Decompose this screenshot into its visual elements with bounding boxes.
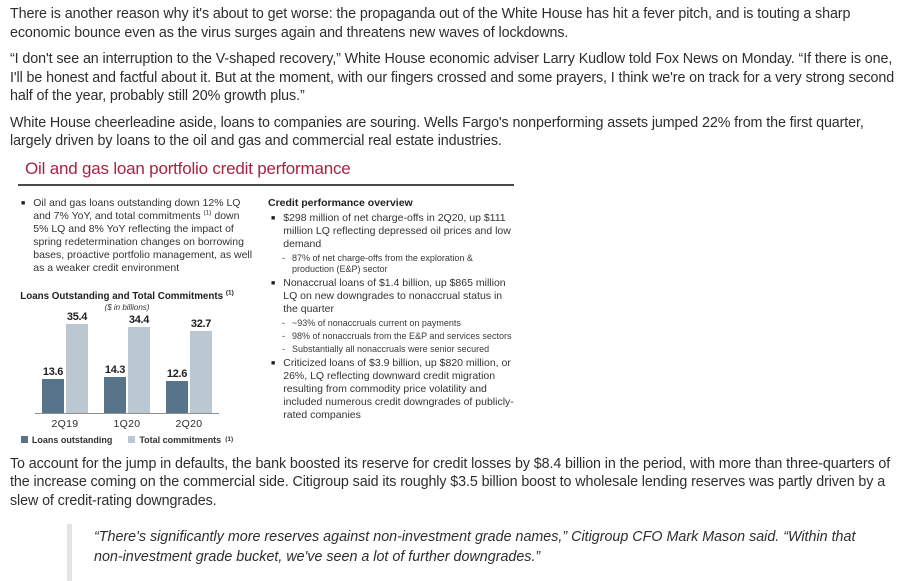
chart-category-axis bbox=[35, 418, 219, 430]
legend-swatch-icon bbox=[128, 436, 135, 443]
bar-value-label: 32.7 bbox=[190, 317, 212, 330]
slide-title-divider bbox=[18, 184, 514, 186]
right-subbullet-2: - ~93% of nonaccruals current on payments bbox=[282, 317, 461, 328]
bar-total-commitments-2Q19 bbox=[66, 324, 88, 413]
article-closing-paragraph: To account for the jump in defaults, the bank boosted its reserve for credit losses by $8.4 billion in the period, with more than three-quarters of the increase coming on the commercial side. Citigroup said its roughly $3.5 billion boost to wholesale lending reserves was partly driven by a slew of credit-rating downgrades. bbox=[10, 455, 891, 509]
article-paragraph-1: There is another reason why it's about to get worse: the propaganda out of the White House has hit a fever pitch, and is touting a sharp economic bounce even as the virus surges again and threatens new waves of lockdowns. bbox=[10, 6, 851, 41]
bar-wrap bbox=[166, 368, 188, 413]
right-subbullet-1: - 87% of net charge-offs from the exploration & production (E&P) sector bbox=[282, 252, 473, 274]
bullet-dash-icon: - bbox=[282, 317, 285, 328]
bar-total-commitments-1Q20 bbox=[128, 327, 150, 413]
right-bullet-3: ■ Criticized loans of $3.9 billion, up $820 million, or 26%, LQ reflecting downward credit migration resulting from commodity price volatility and included numerous credit downgrades of publicly-rated companies bbox=[268, 357, 514, 422]
right-subbullet-3: - 98% of nonaccruals from the E&P and services sectors bbox=[282, 330, 512, 341]
bar-wrap bbox=[190, 318, 212, 413]
legend-item-total-commitments: Total commitments (1) bbox=[128, 435, 233, 445]
category-label-2Q19: 2Q19 bbox=[51, 417, 79, 430]
bar-group-2Q19 bbox=[42, 311, 88, 413]
legend-label: Total commitments bbox=[139, 434, 222, 445]
slide-left-bullet-text: Oil and gas loans outstanding down 12% LQ and 7% YoY, and total commitments $^{(1)}$ down 5% LQ and 8% YoY reflecting the impact of spring redetermination changes on borrowing bases, proactive portfolio management, as well as a weaker credit environment bbox=[33, 196, 253, 274]
quote-block: “There's significantly more reserves against non-investment grade names,” Citigroup CFO Mark Mason said. “Within that non-investment grade bucket, we've seen a lot of further downgrades.” bbox=[67, 524, 898, 581]
bar-wrap bbox=[66, 311, 88, 413]
slide-right-column bbox=[268, 197, 514, 445]
bar-loans-outstanding-2Q20 bbox=[166, 381, 188, 413]
article-paragraph-3: White House cheerleadine aside, loans to companies are souring. Wells Fargo's nonperforming assets jumped 22% from the first quarter, largely driven by loans to the oil and gas and commercial real estate industries. bbox=[10, 114, 864, 149]
slide-left-column bbox=[18, 197, 255, 445]
bar-wrap bbox=[104, 364, 126, 413]
slide-title: Oil and gas loan portfolio credit performance bbox=[25, 158, 351, 178]
right-bullet-1: ■ $298 million of net charge-offs in 2Q20, up $111 million LQ reflecting depressed oil prices and low demand bbox=[268, 212, 514, 251]
category-label-1Q20: 1Q20 bbox=[113, 417, 141, 430]
bullet-dash-icon: - bbox=[282, 330, 285, 341]
chart-legend bbox=[18, 435, 236, 445]
bar-wrap bbox=[42, 366, 64, 413]
slide-left-bullet bbox=[18, 197, 255, 275]
legend-label: Loans outstanding bbox=[31, 434, 113, 445]
category-label-2Q20: 2Q20 bbox=[175, 417, 203, 430]
bullet-dash-icon: - bbox=[282, 252, 285, 263]
bar-group-2Q20 bbox=[166, 318, 212, 413]
slide-image bbox=[16, 159, 514, 445]
bullet-dash-icon: - bbox=[282, 343, 285, 354]
bullet-square-icon: ■ bbox=[271, 214, 276, 222]
bar-loans-outstanding-2Q19 bbox=[42, 379, 64, 413]
bullet-square-icon: ■ bbox=[271, 279, 276, 287]
legend-item-loans-outstanding bbox=[21, 435, 113, 445]
bar-chart bbox=[18, 291, 236, 445]
slide-columns bbox=[16, 197, 514, 445]
article-paragraph-2: “I don't see an interruption to the V-shaped recovery,” White House economic adviser Larry Kudlow told Fox News on Monday. “If there is one, I'll be honest and factful about it. But at the moment, with our fingers crossed and some prayers, I think we're on track for a very strong second half of the year, probably still 20% growth plus.” bbox=[10, 51, 895, 104]
bar-value-label: 34.4 bbox=[128, 313, 150, 326]
chart-plot bbox=[35, 310, 219, 414]
bar-value-label: 35.4 bbox=[66, 310, 88, 323]
bar-value-label: 12.6 bbox=[166, 367, 188, 380]
bullet-square-icon: ■ bbox=[21, 199, 26, 207]
bar-total-commitments-2Q20 bbox=[190, 331, 212, 413]
bullet-square-icon: ■ bbox=[271, 359, 276, 367]
bar-wrap bbox=[128, 314, 150, 413]
bar-loans-outstanding-1Q20 bbox=[104, 377, 126, 413]
right-column-header: Credit performance overview bbox=[268, 196, 413, 209]
legend-swatch-icon bbox=[21, 436, 28, 443]
chart-title: Loans Outstanding and Total Commitments $^{(1)}$ bbox=[20, 289, 234, 302]
bar-value-label: 14.3 bbox=[104, 363, 126, 376]
right-subbullet-4: - Substantially all nonaccruals were senior secured bbox=[282, 343, 490, 354]
chart-subtitle: ($ in billions) bbox=[104, 302, 150, 312]
bar-value-label: 13.6 bbox=[42, 365, 64, 378]
right-bullet-2: ■ Nonaccrual loans of $1.4 billion, up $865 million LQ on new downgrades to nonaccrual status in the quarter bbox=[268, 277, 514, 316]
bar-group-1Q20 bbox=[104, 314, 150, 413]
